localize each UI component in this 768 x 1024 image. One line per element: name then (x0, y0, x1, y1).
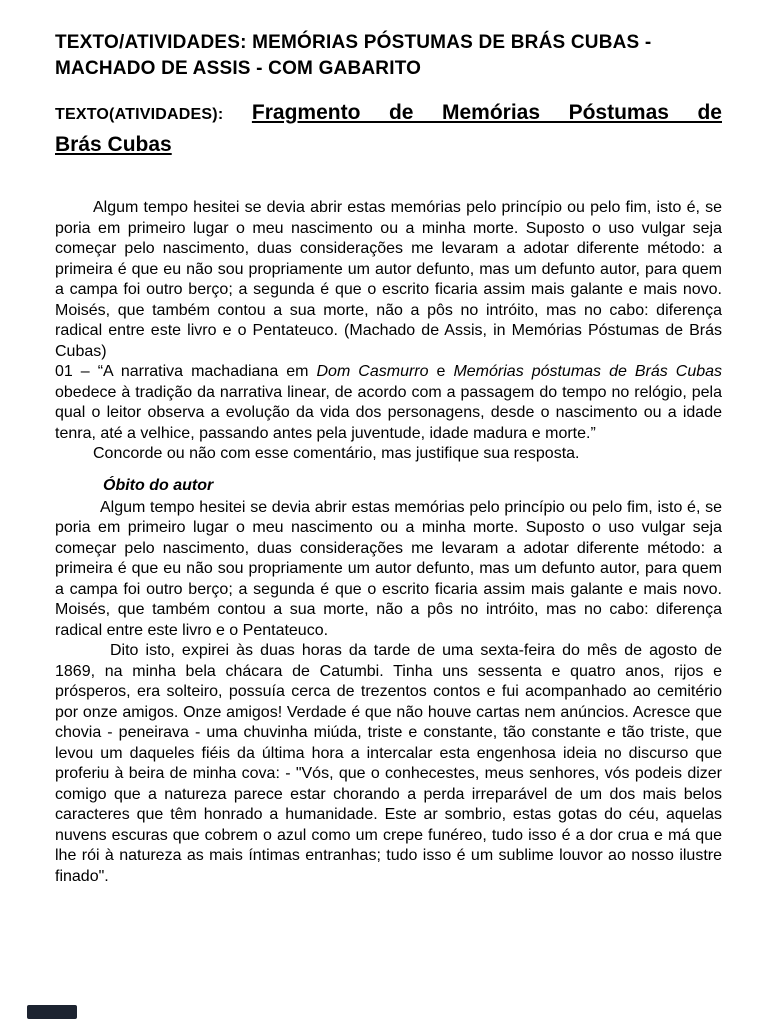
question-paragraph (55, 362, 722, 444)
bottom-left-artifact (27, 1005, 77, 1019)
obito-paragraph-1: Algum tempo hesitei se devia abrir estas memórias pelo princípio ou pelo fim, isto é, se poria em primeiro lugar o meu nascimento ou a minha morte. Suposto o uso vulgar seja começar pelo nascimento, duas considerações me levaram a adotar diferente método: a primeira é que eu não sou propriamente um autor defunto, mas um defunto autor, para quem a campa foi outro berço; a segunda é que o escrito ficaria assim mais galante e mais novo. Moisés, que também contou a sua morte, não a pôs no intróito, mas no cabo: diferença radical entre este livro e o Pentateuco. (55, 498, 722, 639)
intro-paragraph: Algum tempo hesitei se devia abrir estas memórias pelo princípio ou pelo fim, isto é, se poria em primeiro lugar o meu nascimento ou a minha morte. Suposto o uso vulgar seja começar pelo nascimento, duas considerações me levaram a adotar diferente método: a primeira é que eu não sou propriamente um autor defunto, mas um defunto autor, para quem a campa foi outro berço; a segunda é que o escrito ficaria assim mais galante e mais novo. Moisés, que também contou a sua morte, não a pôs no intróito, mas no cabo: diferença radical entre este livro e o Pentateuco. (Machado de Assis, in Memórias Póstumas de Brás Cubas) (55, 199, 722, 360)
document-subtitle (55, 98, 722, 160)
subtitle-main: Fragmento de Memórias Póstumas de Brás Cubas (55, 101, 722, 156)
question-text-segment: e (428, 363, 454, 380)
section-heading-obito-do-autor: Óbito do autor (103, 476, 214, 494)
obito-paragraph-2: Dito isto, expirei às duas horas da tarde de uma sexta-feira do mês de agosto de 1869, na minha bela chácara de Catumbi. Tinha uns sessenta e quatro anos, rijos e prósperos, era solteiro, possuía cerca de trezentos contos e fui acompanhado ao cemitério por onze amigos. Onze amigos! Verdade é que não houve cartas nem anúncios. Acresce que chovia - peneirava - uma chuvinha miúda, triste e constante, tão constante e tão triste, que levou um daqueles fiéis da última hora a intercalar esta engenhosa ideia no discurso que proferiu à beira de minha cova: - "Vós, que o conhecestes, meus senhores, vós podeis dizer comigo que a natureza parece estar chorando a perda irreparável de um dos mais belos caracteres que têm honrado a humanidade. Este ar sombrio, estas gotas do céu, aquelas nuvens escuras que cobrem o azul como um crepe funéreo, tudo isso é a dor crua e má que lhe rói à natureza as mais íntimas entranhas; tudo isso é um sublime louvor ao nosso ilustre finado". (55, 642, 722, 885)
subtitle-prefix: TEXTO(ATIVIDADES): (55, 106, 224, 123)
question-instruction: Concorde ou não com esse comentário, mas justifique sua resposta. (93, 445, 580, 462)
work-title-dom-casmurro: Dom Casmurro (316, 363, 429, 380)
work-title-memorias-postumas: Memórias póstumas de Brás Cubas (453, 363, 723, 380)
question-text-segment: obedece à tradição da narrativa linear, de acordo com a passagem do tempo no relógio, pela qual o leitor observa a evolução da vida dos personagens, desde o nascimento ou a idade tenra, até a velhice, passando antes pela juventude, idade madura e morte.” (55, 383, 722, 442)
document-title: TEXTO/ATIVIDADES: MEMÓRIAS PÓSTUMAS DE BRÁS CUBAS - MACHADO DE ASSIS - COM GABARITO (55, 32, 652, 79)
question-text-segment: 01 – “A narrativa machadiana em (55, 363, 317, 380)
